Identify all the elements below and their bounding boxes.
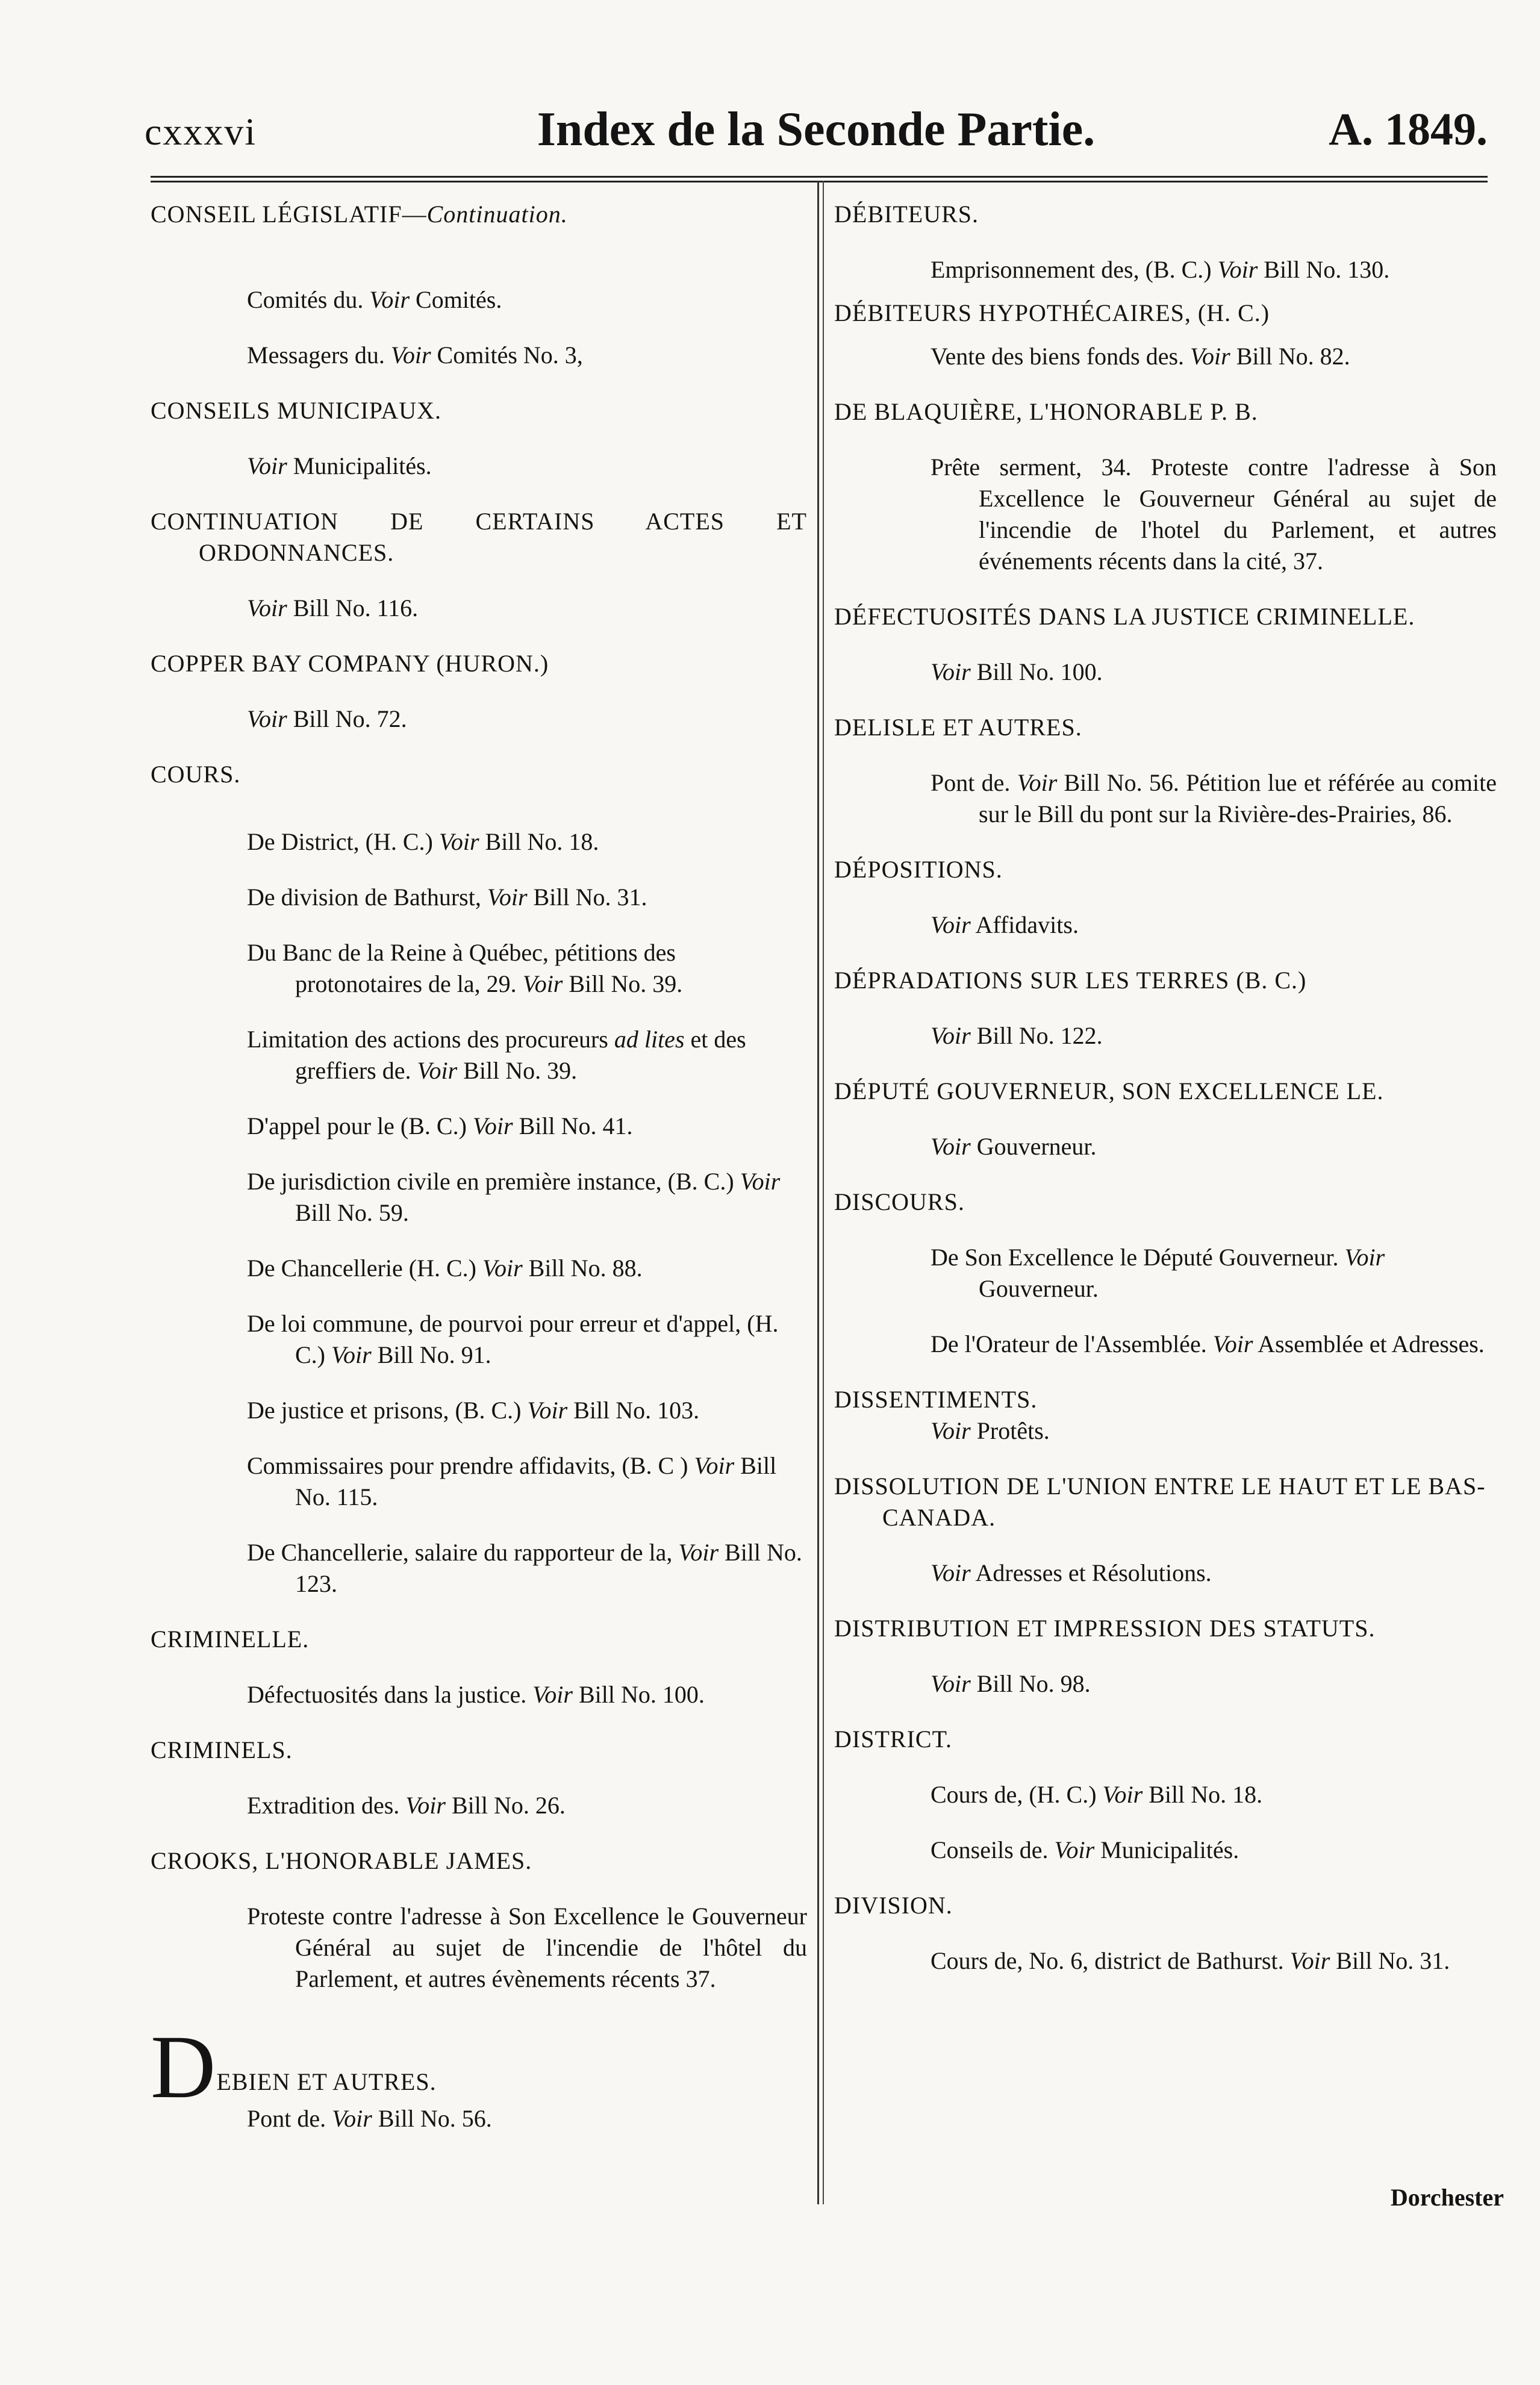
page-number: cxxxvi [145,110,257,153]
page-title: Index de la Seconde Partie. [537,103,1096,156]
index-heading: DÉFECTUOSITÉS DANS LA JUSTICE CRIMINELLE. [834,603,1415,630]
index-heading: CRIMINELLE. [151,1626,310,1653]
header-rule-bottom [151,181,1488,182]
index-heading: DISTRIBUTION ET IMPRESSION DES STATUTS. [834,1615,1376,1642]
index-heading: COPPER BAY COMPANY (HURON.) [151,650,549,677]
index-entry: Voir Bill No. 100. [931,658,1103,685]
header-rule-top [151,176,1488,178]
index-entry: Cours de, No. 6, district de Bathurst. Voir Bill No. 31. [931,1947,1450,1974]
index-entry: Voir Bill No. 98. [931,1670,1091,1697]
index-heading: DISSENTIMENTS. [834,1386,1038,1413]
index-entry: De Chancellerie, salaire du rapporteur de la, Voir Bill No. 123. [247,1539,802,1597]
index-entry: Proteste contre l'adresse à Son Excellence le Gouverneur Général au sujet de l'incendie de l'hôtel du Parlement, et autres évènements récents 37. [247,1903,807,1992]
index-heading: CRIMINELS. [151,1736,293,1763]
drop-cap: D [151,2017,217,2117]
index-heading: DISSOLUTION DE L'UNION ENTRE LE HAUT ET LE BAS-CANADA. [834,1473,1486,1531]
index-entry: Du Banc de la Reine à Québec, pétitions des protonotaires de la, 29. Voir Bill No. 39. [247,939,683,997]
index-heading: DE BLAQUIÈRE, L'HONORABLE P. B. [834,398,1258,425]
left-column [151,199,807,2134]
index-entry: De Son Excellence le Député Gouverneur. Voir Gouverneur. [931,1244,1385,1302]
index-entry: Messagers du. Voir Comités No. 3, [247,341,583,369]
index-heading: CONSEIL LÉGISLATIF—Continuation. [151,201,568,228]
index-entry: Voir Bill No. 72. [247,705,407,732]
right-column [834,199,1497,1977]
index-entry: De loi commune, de pourvoi pour erreur et d'appel, (H. C.) Voir Bill No. 91. [247,1310,779,1368]
column-divider-inner [823,181,824,2204]
index-entry: De District, (H. C.) Voir Bill No. 18. [247,828,599,855]
index-entry: Défectuosités dans la justice. Voir Bill No. 100. [247,1681,705,1708]
index-entry: Pont de. Voir Bill No. 56. [247,2105,492,2132]
index-heading: CONSEILS MUNICIPAUX. [151,397,442,424]
index-heading: DISTRICT. [834,1726,953,1753]
index-entry: Voir Adresses et Résolutions. [931,1559,1212,1586]
index-entry: D'appel pour le (B. C.) Voir Bill No. 41. [247,1112,633,1140]
page-header [145,96,1488,157]
index-heading: DÉBITEURS. [834,201,979,228]
index-heading: DEBIEN ET AUTRES. [151,2017,437,2117]
index-entry: Limitation des actions des procureurs ad lites et des greffiers de. Voir Bill No. 39. [247,1026,746,1084]
index-entry: De Chancellerie (H. C.) Voir Bill No. 88. [247,1255,643,1282]
index-entry: Emprisonnement des, (B. C.) Voir Bill No. 130. [931,256,1390,283]
index-entry: Voir Municipalités. [247,452,432,479]
index-entry: Conseils de. Voir Municipalités. [931,1836,1239,1863]
index-heading: DÉPRADATIONS SUR LES TERRES (B. C.) [834,967,1307,994]
index-entry: De l'Orateur de l'Assemblée. Voir Assemblée et Adresses. [931,1330,1485,1358]
index-entry: De division de Bathurst, Voir Bill No. 31. [247,884,647,911]
index-entry: Voir Affidavits. [931,911,1079,938]
index-entry: Cours de, (H. C.) Voir Bill No. 18. [931,1781,1263,1808]
column-divider [817,181,819,2204]
index-entry: Prête serment, 34. Proteste contre l'adresse à Son Excellence le Gouverneur Général au sujet de l'incendie de l'hotel du Parlement, et autres événements récents dans la cité, 37. [931,454,1497,575]
index-heading: COURS. [151,761,241,788]
index-entry: Comités du. Voir Comités. [247,286,502,313]
index-entry: De jurisdiction civile en première instance, (B. C.) Voir Bill No. 59. [247,1168,781,1226]
page-year: A. 1849. [1329,104,1488,155]
index-entry: Voir Bill No. 122. [931,1022,1103,1049]
index-entry: Extradition des. Voir Bill No. 26. [247,1792,566,1819]
catchword: Dorchester [1390,2184,1504,2211]
index-heading: DISCOURS. [834,1188,965,1215]
index-heading: DÉBITEURS HYPOTHÉCAIRES, (H. C.) [834,299,1270,326]
index-heading: DÉPOSITIONS. [834,856,1003,883]
index-entry: Voir Protêts. [931,1417,1050,1444]
index-heading: CROOKS, L'HONORABLE JAMES. [151,1847,532,1874]
index-entry: Voir Gouverneur. [931,1133,1097,1160]
index-heading: CONTINUATION DE CERTAINS ACTES ET ORDONNANCES. [151,508,807,566]
index-entry: Commissaires pour prendre affidavits, (B. C ) Voir Bill No. 115. [247,1452,777,1510]
index-heading: DIVISION. [834,1892,953,1919]
index-entry: Pont de. Voir Bill No. 56. Pétition lue et référée au comite sur le Bill du pont sur la Rivière-des-Prairies, 86. [931,769,1497,828]
index-heading: DELISLE ET AUTRES. [834,714,1082,741]
index-entry: Vente des biens fonds des. Voir Bill No. 82. [931,343,1350,370]
index-entry: Voir Bill No. 116. [247,594,419,622]
index-heading: DÉPUTÉ GOUVERNEUR, SON EXCELLENCE LE. [834,1077,1384,1105]
index-entry: De justice et prisons, (B. C.) Voir Bill No. 103. [247,1397,700,1424]
